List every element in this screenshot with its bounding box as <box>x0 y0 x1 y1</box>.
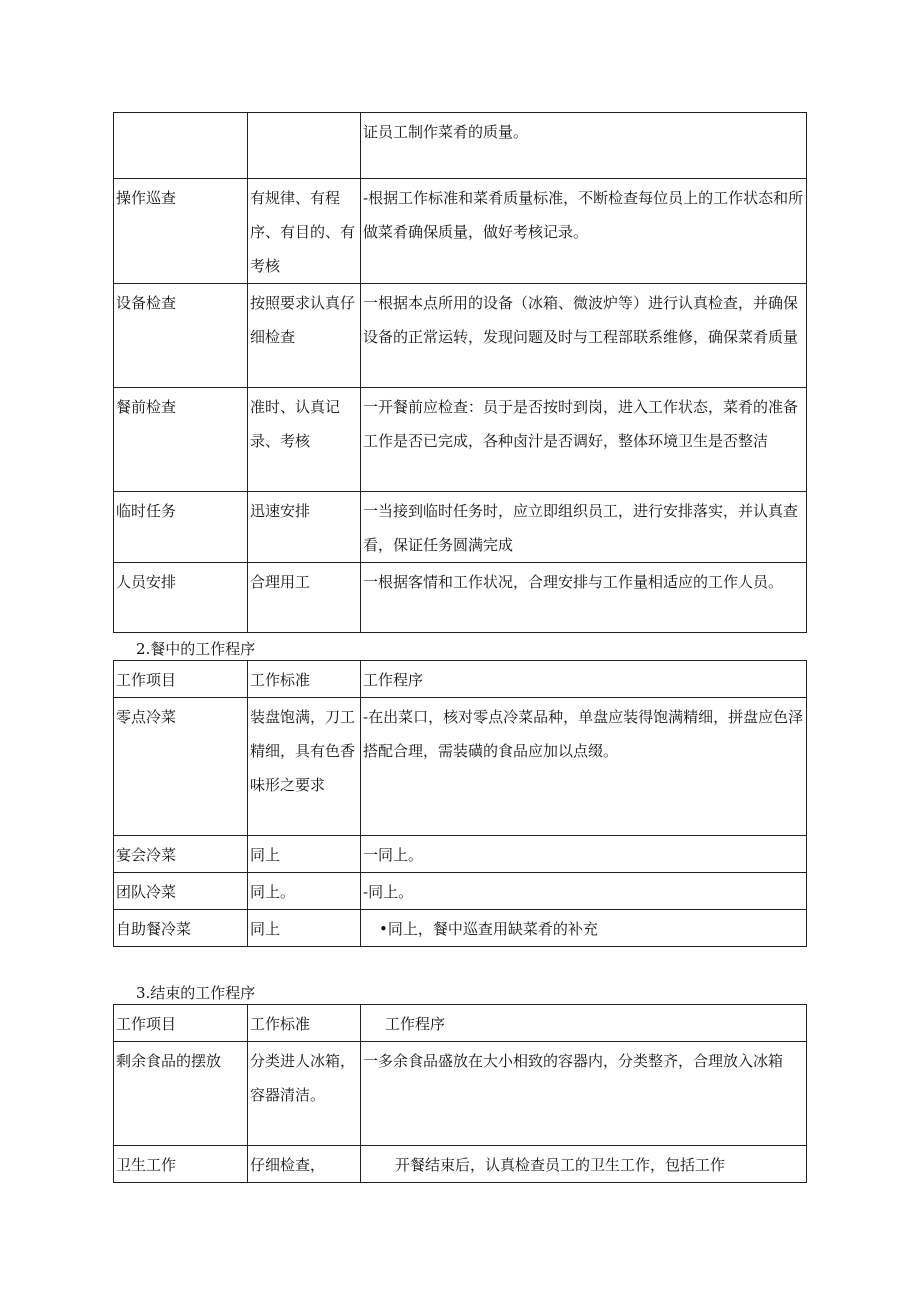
table-header-row <box>114 1005 807 1042</box>
cell-procedure: 一根据客情和工作状况，合理安排与工作量相适应的工作人员。 <box>361 563 807 633</box>
cell-procedure: 一多余食品盛放在大小相致的容器内，分类整齐，合理放入冰箱 <box>361 1042 807 1146</box>
table-row <box>114 563 807 633</box>
table-row <box>114 836 807 873</box>
table-row <box>114 492 807 563</box>
cell-procedure: •同上，餐中巡查用缺菜肴的补充 <box>361 910 807 947</box>
cell-item: 自助餐冷菜 <box>114 910 248 947</box>
table-closing <box>113 1004 807 1183</box>
table-during-meal <box>113 660 807 947</box>
cell-standard: 装盘饱满，刀工精细，具有色香味形之要求 <box>248 698 361 836</box>
header-item: 工作项目 <box>114 661 248 698</box>
table-pre-meal-continuation <box>113 112 807 633</box>
cell-procedure: 一开餐前应检查：员于是否按时到岗，进入工作状态，菜肴的准备工作是否已完成，各种卤汁是否调好，整体环境卫生是否整洁 <box>361 388 807 492</box>
cell-procedure: 开餐结束后，认真检查员工的卫生工作，包括工作 <box>361 1146 807 1183</box>
table-row <box>114 113 807 179</box>
header-item: 工作项目 <box>114 1005 248 1042</box>
cell-standard: 准时、认真记录、考核 <box>248 388 361 492</box>
cell-procedure: -同上。 <box>361 873 807 910</box>
table-row <box>114 1146 807 1183</box>
cell-item: 卫生工作 <box>114 1146 248 1183</box>
table-row <box>114 698 807 836</box>
header-standard: 工作标准 <box>248 1005 361 1042</box>
section-title-closing: 3.结束的工作程序 <box>136 984 256 1002</box>
cell-item: 人员安排 <box>114 563 248 633</box>
header-standard: 工作标准 <box>248 661 361 698</box>
cell-standard: 迅速安排 <box>248 492 361 563</box>
cell-item: 操作巡查 <box>114 179 248 284</box>
cell-standard: 按照要求认真仔细检查 <box>248 284 361 388</box>
cell-item: 临时任务 <box>114 492 248 563</box>
cell-procedure: -在出菜口，核对零点冷菜品种，单盘应装得饱满精细，拼盘应色泽搭配合理，需装磺的食品应加以点缀。 <box>361 698 807 836</box>
cell-item <box>114 113 248 179</box>
cell-item: 剩余食品的摆放 <box>114 1042 248 1146</box>
cell-standard: 同上 <box>248 836 361 873</box>
cell-item: 餐前检查 <box>114 388 248 492</box>
section-title-during-meal: 2.餐中的工作程序 <box>136 640 256 658</box>
cell-procedure: 证员工制作菜肴的质量。 <box>361 113 807 179</box>
cell-standard: 分类进人冰箱，容器清洁。 <box>248 1042 361 1146</box>
cell-procedure: -根据工作标准和菜肴质量标准，不断检查每位员上的工作状态和所做菜肴确保质量，做好考核记录。 <box>361 179 807 284</box>
cell-standard: 合理用工 <box>248 563 361 633</box>
cell-standard: 同上 <box>248 910 361 947</box>
cell-item: 宴会冷菜 <box>114 836 248 873</box>
cell-item: 设备检查 <box>114 284 248 388</box>
table-row <box>114 388 807 492</box>
table-row <box>114 284 807 388</box>
table-header-row <box>114 661 807 698</box>
cell-standard <box>248 113 361 179</box>
cell-item: 零点冷菜 <box>114 698 248 836</box>
cell-standard: 有规律、有程序、有目的、有考核 <box>248 179 361 284</box>
cell-standard: 同上。 <box>248 873 361 910</box>
cell-procedure: 一当接到临时任务时，应立即组织员工，进行安排落实，并认真查看，保证任务圆满完成 <box>361 492 807 563</box>
cell-procedure: 一根据本点所用的设备（冰箱、微波炉等）进行认真检查，并确保设备的正常运转，发现问题及时与工程部联系维修，确保菜肴质量 <box>361 284 807 388</box>
header-procedure: 工作程序 <box>361 661 807 698</box>
table-row <box>114 873 807 910</box>
table-row <box>114 1042 807 1146</box>
cell-standard: 仔细检查， <box>248 1146 361 1183</box>
table-row <box>114 179 807 284</box>
cell-procedure: 一同上。 <box>361 836 807 873</box>
table-row <box>114 910 807 947</box>
header-procedure: 工作程序 <box>361 1005 807 1042</box>
cell-item: 团队冷菜 <box>114 873 248 910</box>
